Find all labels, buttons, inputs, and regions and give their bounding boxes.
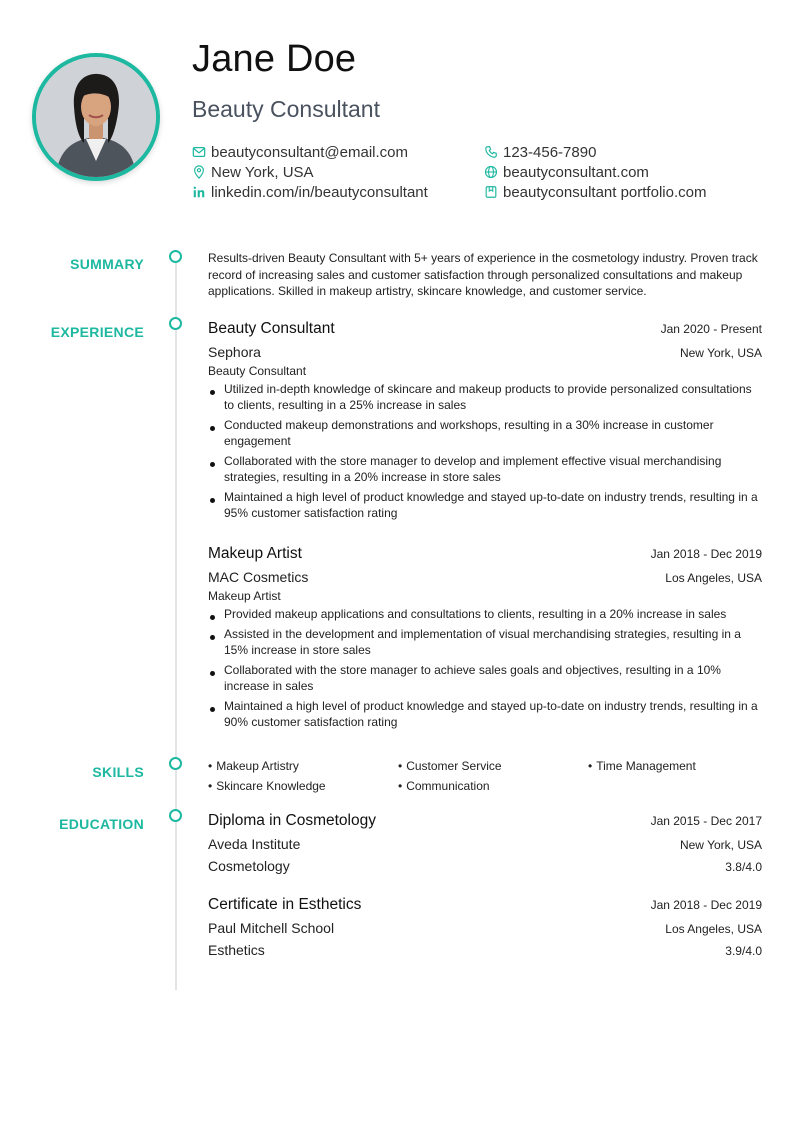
contact-phone-text: 123-456-7890 [503, 143, 597, 161]
job-dates: Jan 2020 - Present [660, 322, 762, 336]
summary-text: Results-driven Beauty Consultant with 5+ years of experience in the cosmetology industry. Proven track record of increasing sales and customer satisfaction through personalized consultations and makeup applications. Skilled in makeup artistry, skincare knowledge, and customer service. [208, 251, 758, 298]
job-achievements [208, 606, 762, 730]
achievement-item: Utilized in-depth knowledge of skincare and makeup products to provide personalized consultations to clients, resulting in a 25% increase in sales [208, 381, 762, 413]
achievement-item: Assisted in the development and implementation of visual merchandising strategies, resulting in a 15% increase in store sales [208, 626, 762, 658]
contact-linkedin-text: linkedin.com/in/beautyconsultant [211, 183, 428, 201]
education-entry [208, 812, 762, 874]
degree-title: Diploma in Cosmetology [208, 812, 376, 829]
timeline-dot-experience [169, 317, 182, 330]
school-name: Paul Mitchell School [208, 920, 335, 936]
section-heading-skills: SKILLS [92, 764, 144, 780]
contact-website[interactable] [484, 162, 649, 182]
achievement-item: Collaborated with the store manager to achieve sales goals and objectives, resulting in a 10% increase in sales [208, 662, 762, 694]
job-dates: Jan 2018 - Dec 2019 [650, 547, 762, 561]
company-name: MAC Cosmetics [208, 569, 309, 585]
timeline-dot-skills [169, 757, 182, 770]
achievement-item: Maintained a high level of product knowledge and stayed up-to-date on industry trends, resulting in a 90% customer satisfaction rating [208, 698, 762, 730]
section-heading-experience: EXPERIENCE [50, 324, 144, 340]
field-of-study: Esthetics [208, 942, 265, 958]
achievement-item: Conducted makeup demonstrations and workshops, resulting in a 30% increase in customer engagement [208, 417, 762, 449]
timeline-line [175, 256, 177, 990]
skills-section [208, 758, 762, 794]
job-role: Beauty Consultant [208, 364, 307, 378]
skill-item: • Customer Service [398, 758, 588, 774]
summary-section [208, 250, 762, 300]
mail-icon [192, 145, 206, 159]
school-location: Los Angeles, USA [665, 922, 762, 936]
section-heading-summary: SUMMARY [70, 256, 144, 272]
profile-photo-illustration [36, 57, 156, 177]
education-dates: Jan 2015 - Dec 2017 [650, 814, 762, 828]
globe-icon [484, 165, 498, 179]
education-dates: Jan 2018 - Dec 2019 [650, 898, 762, 912]
gpa: 3.8/4.0 [725, 860, 762, 874]
company-name: Sephora [208, 344, 261, 360]
candidate-role: Beauty Consultant [192, 96, 380, 122]
contact-email[interactable] [192, 142, 408, 162]
contact-phone[interactable] [484, 142, 596, 162]
contact-location-text: New York, USA [211, 163, 314, 181]
job-achievements [208, 381, 762, 521]
achievement-item: Collaborated with the store manager to develop and implement effective visual merchandising strategies, resulting in a 20% increase in store sales [208, 453, 762, 485]
profile-photo [32, 53, 160, 181]
degree-title: Certificate in Esthetics [208, 896, 362, 913]
skill-item: • Makeup Artistry [208, 758, 398, 774]
experience-entry [208, 320, 762, 525]
contact-portfolio-text: beautyconsultant portfolio.com [503, 183, 707, 201]
job-role: Makeup Artist [208, 589, 281, 603]
experience-entry [208, 545, 762, 734]
timeline-dot-education [169, 809, 182, 822]
school-name: Aveda Institute [208, 836, 301, 852]
job-location: New York, USA [679, 346, 762, 360]
field-of-study: Cosmetology [208, 858, 290, 874]
contact-email-text: beautyconsultant@email.com [211, 143, 408, 161]
gpa: 3.9/4.0 [725, 944, 762, 958]
achievement-item: Maintained a high level of product knowledge and stayed up-to-date on industry trends, resulting in a 95% customer satisfaction rating [208, 489, 762, 521]
section-heading-education: EDUCATION [59, 816, 144, 832]
school-location: New York, USA [679, 838, 762, 852]
job-location: Los Angeles, USA [665, 571, 762, 585]
portfolio-icon [484, 185, 498, 199]
candidate-name: Jane Doe [192, 38, 357, 80]
achievement-item: Provided makeup applications and consultations to clients, resulting in a 20% increase in sales [208, 606, 762, 622]
education-entry [208, 896, 762, 958]
contact-location [192, 162, 314, 182]
timeline-dot-summary [169, 250, 182, 263]
phone-icon [484, 145, 498, 159]
contact-website-text: beautyconsultant.com [503, 163, 649, 181]
job-title: Beauty Consultant [208, 320, 335, 337]
location-pin-icon [192, 165, 206, 179]
contact-linkedin[interactable] [192, 182, 428, 202]
job-title: Makeup Artist [208, 545, 302, 562]
skill-item: • Skincare Knowledge [208, 778, 398, 794]
contact-portfolio[interactable] [484, 182, 706, 202]
linkedin-icon [192, 185, 206, 199]
skill-item: • Communication [398, 778, 588, 794]
skill-item: • Time Management [588, 758, 762, 774]
